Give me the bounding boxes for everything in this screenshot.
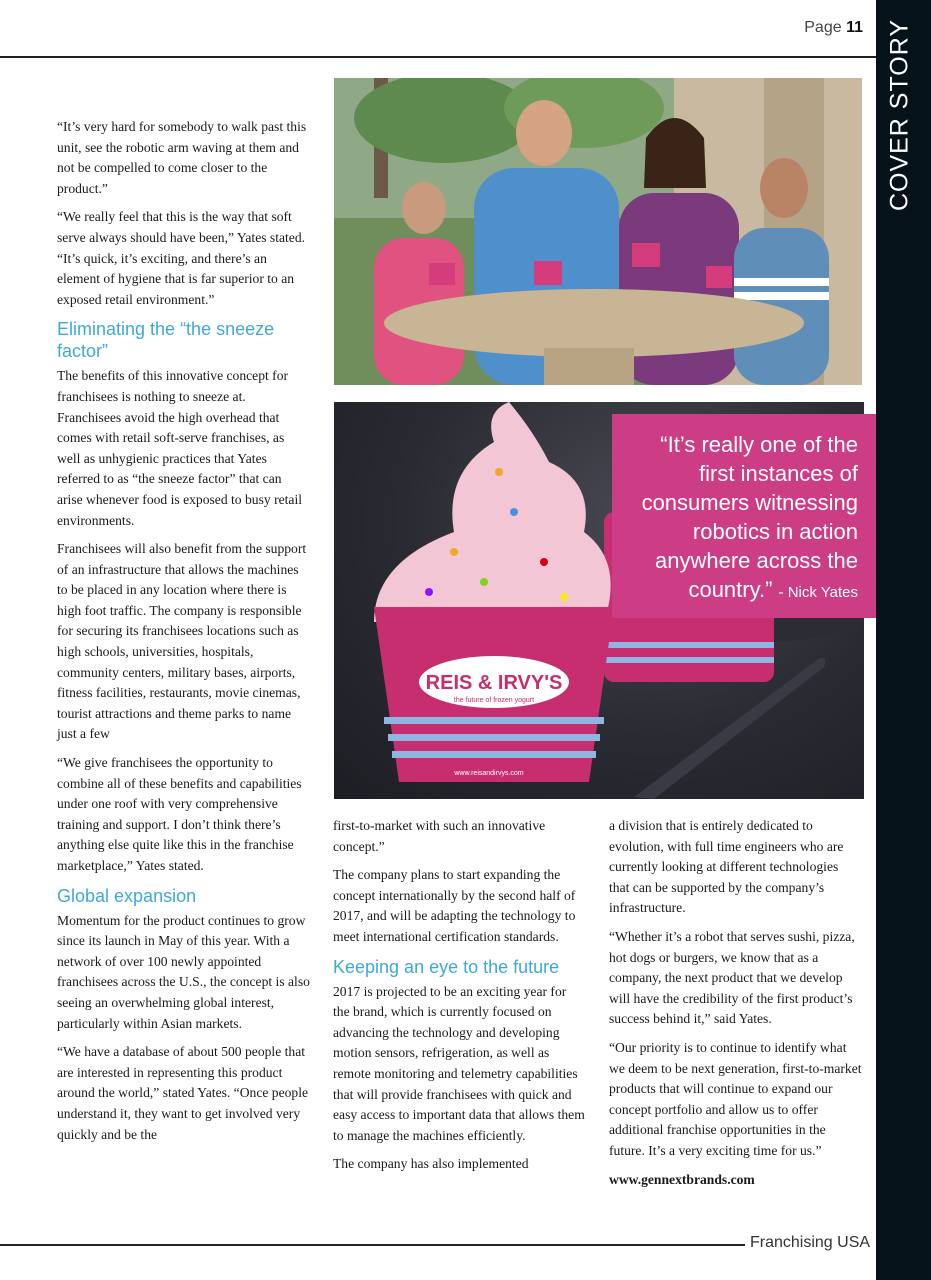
page-number-value: 11 bbox=[846, 19, 863, 36]
paragraph: 2017 is projected to be an exciting year for the brand, which is currently focused on advancing the technology and developing motion sensors, refrigeration, as well as remote monitoring and telemetry capabilities that will provide franchisees with quick and easy access to important data that allows them to manage the machines efficiently. bbox=[333, 983, 585, 1143]
article-column-1 bbox=[57, 117, 310, 1153]
pull-quote bbox=[612, 414, 876, 618]
page-number bbox=[804, 19, 863, 37]
pull-quote-text: “It’s really one of the first instances of consumers witnessing robotics in action anywhere across the country.” bbox=[641, 432, 858, 602]
paragraph: “We give franchisees the opportunity to combine all of these benefits and capabilities under one roof with very comprehensive training and support. I don’t think there’s anything else quite like this in the franchise marketplace,” Yates stated. bbox=[57, 755, 302, 873]
paragraph: The benefits of this innovative concept for franchisees is nothing to sneeze at. Franchisees avoid the high overhead that comes with retail soft-serve franchises, as well as unhygienic practices that Yates referred to as “the sneeze factor” that can arise whenever food is exposed to busy retail environments. bbox=[57, 368, 302, 528]
paragraph: first-to-market with such an innovative concept.” bbox=[333, 818, 546, 854]
paragraph: “We really feel that this is the way that soft serve always should have been,” Yates stated. “It’s quick, it’s exciting, and there’s an element of hygiene that is far superior to an exposed retail environment.” bbox=[57, 209, 306, 307]
header-rule bbox=[0, 56, 876, 58]
pull-quote-attribution: - Nick Yates bbox=[778, 584, 858, 601]
family-photo bbox=[334, 78, 862, 385]
page-label: Page bbox=[804, 19, 842, 36]
paragraph: Momentum for the product continues to grow since its launch in May of this year. With a network of over 100 newly appointed franchisees across the U.S., the concept is also seeing an overwhelming global interest, particularly within Asian markets. bbox=[57, 912, 310, 1031]
paragraph: a division that is entirely dedicated to evolution, with full time engineers who are currently looking at different technologies that can be supported by the company’s infrastructure. bbox=[609, 818, 844, 916]
section-heading: Global expansion bbox=[57, 885, 197, 906]
brand-logo-text: REIS & IRVY'S bbox=[425, 672, 563, 694]
section-label: COVER STORY bbox=[885, 18, 914, 212]
section-heading: Eliminating the “the sneeze factor” bbox=[57, 319, 275, 362]
family-photo-illustration bbox=[334, 78, 862, 385]
paragraph: “Whether it’s a robot that serves sushi, pizza, hot dogs or burgers, we know that as a company, the next product that we develop will have the credibility of the first product’s success behind it,” said Yates. bbox=[609, 928, 855, 1027]
publication-name: Franchising USA bbox=[750, 1234, 871, 1251]
paragraph: Franchisees will also benefit from the support of an infrastructure that allows the machines to be placed in any location where there is high foot traffic. The company is responsible for securing its franchisees locations such as high schools, universities, hospitals, community centers, military bases, airports, fitness facilities, restaurants, movie cinemas, tourist attractions and theme parks to name just a few bbox=[57, 541, 307, 742]
paragraph: The company plans to start expanding the concept internationally by the second half of 2017, and will be adapting the technology to meet international certification standards. bbox=[333, 867, 576, 944]
paragraph: “Our priority is to continue to identify what we deem to be next generation, first-to-market products that will continue to expand our concept portfolio and allow us to offer additional franchise opportunities in the future. It’s a very exciting time for us.” bbox=[609, 1039, 862, 1158]
paragraph: “It’s very hard for somebody to walk past this unit, see the robotic arm waving at them and not be compelled to come closer to the product.” bbox=[57, 119, 307, 196]
paragraph: The company has also implemented bbox=[333, 1156, 529, 1172]
paragraph: “We have a database of about 500 people that are interested in representing this product around the world,” stated Yates. “Once people understand it, they want to get involved very quickly and be the bbox=[57, 1044, 309, 1142]
brand-url: www.reisandirvys.com bbox=[454, 770, 524, 777]
article-column-2 bbox=[333, 816, 586, 1183]
brand-tagline: the future of frozen yogurt bbox=[453, 697, 535, 704]
footer-rule bbox=[0, 1244, 745, 1246]
article-column-3 bbox=[609, 816, 862, 1198]
section-heading: Keeping an eye to the future bbox=[333, 956, 560, 977]
website-link[interactable]: www.gennextbrands.com bbox=[609, 1171, 755, 1187]
